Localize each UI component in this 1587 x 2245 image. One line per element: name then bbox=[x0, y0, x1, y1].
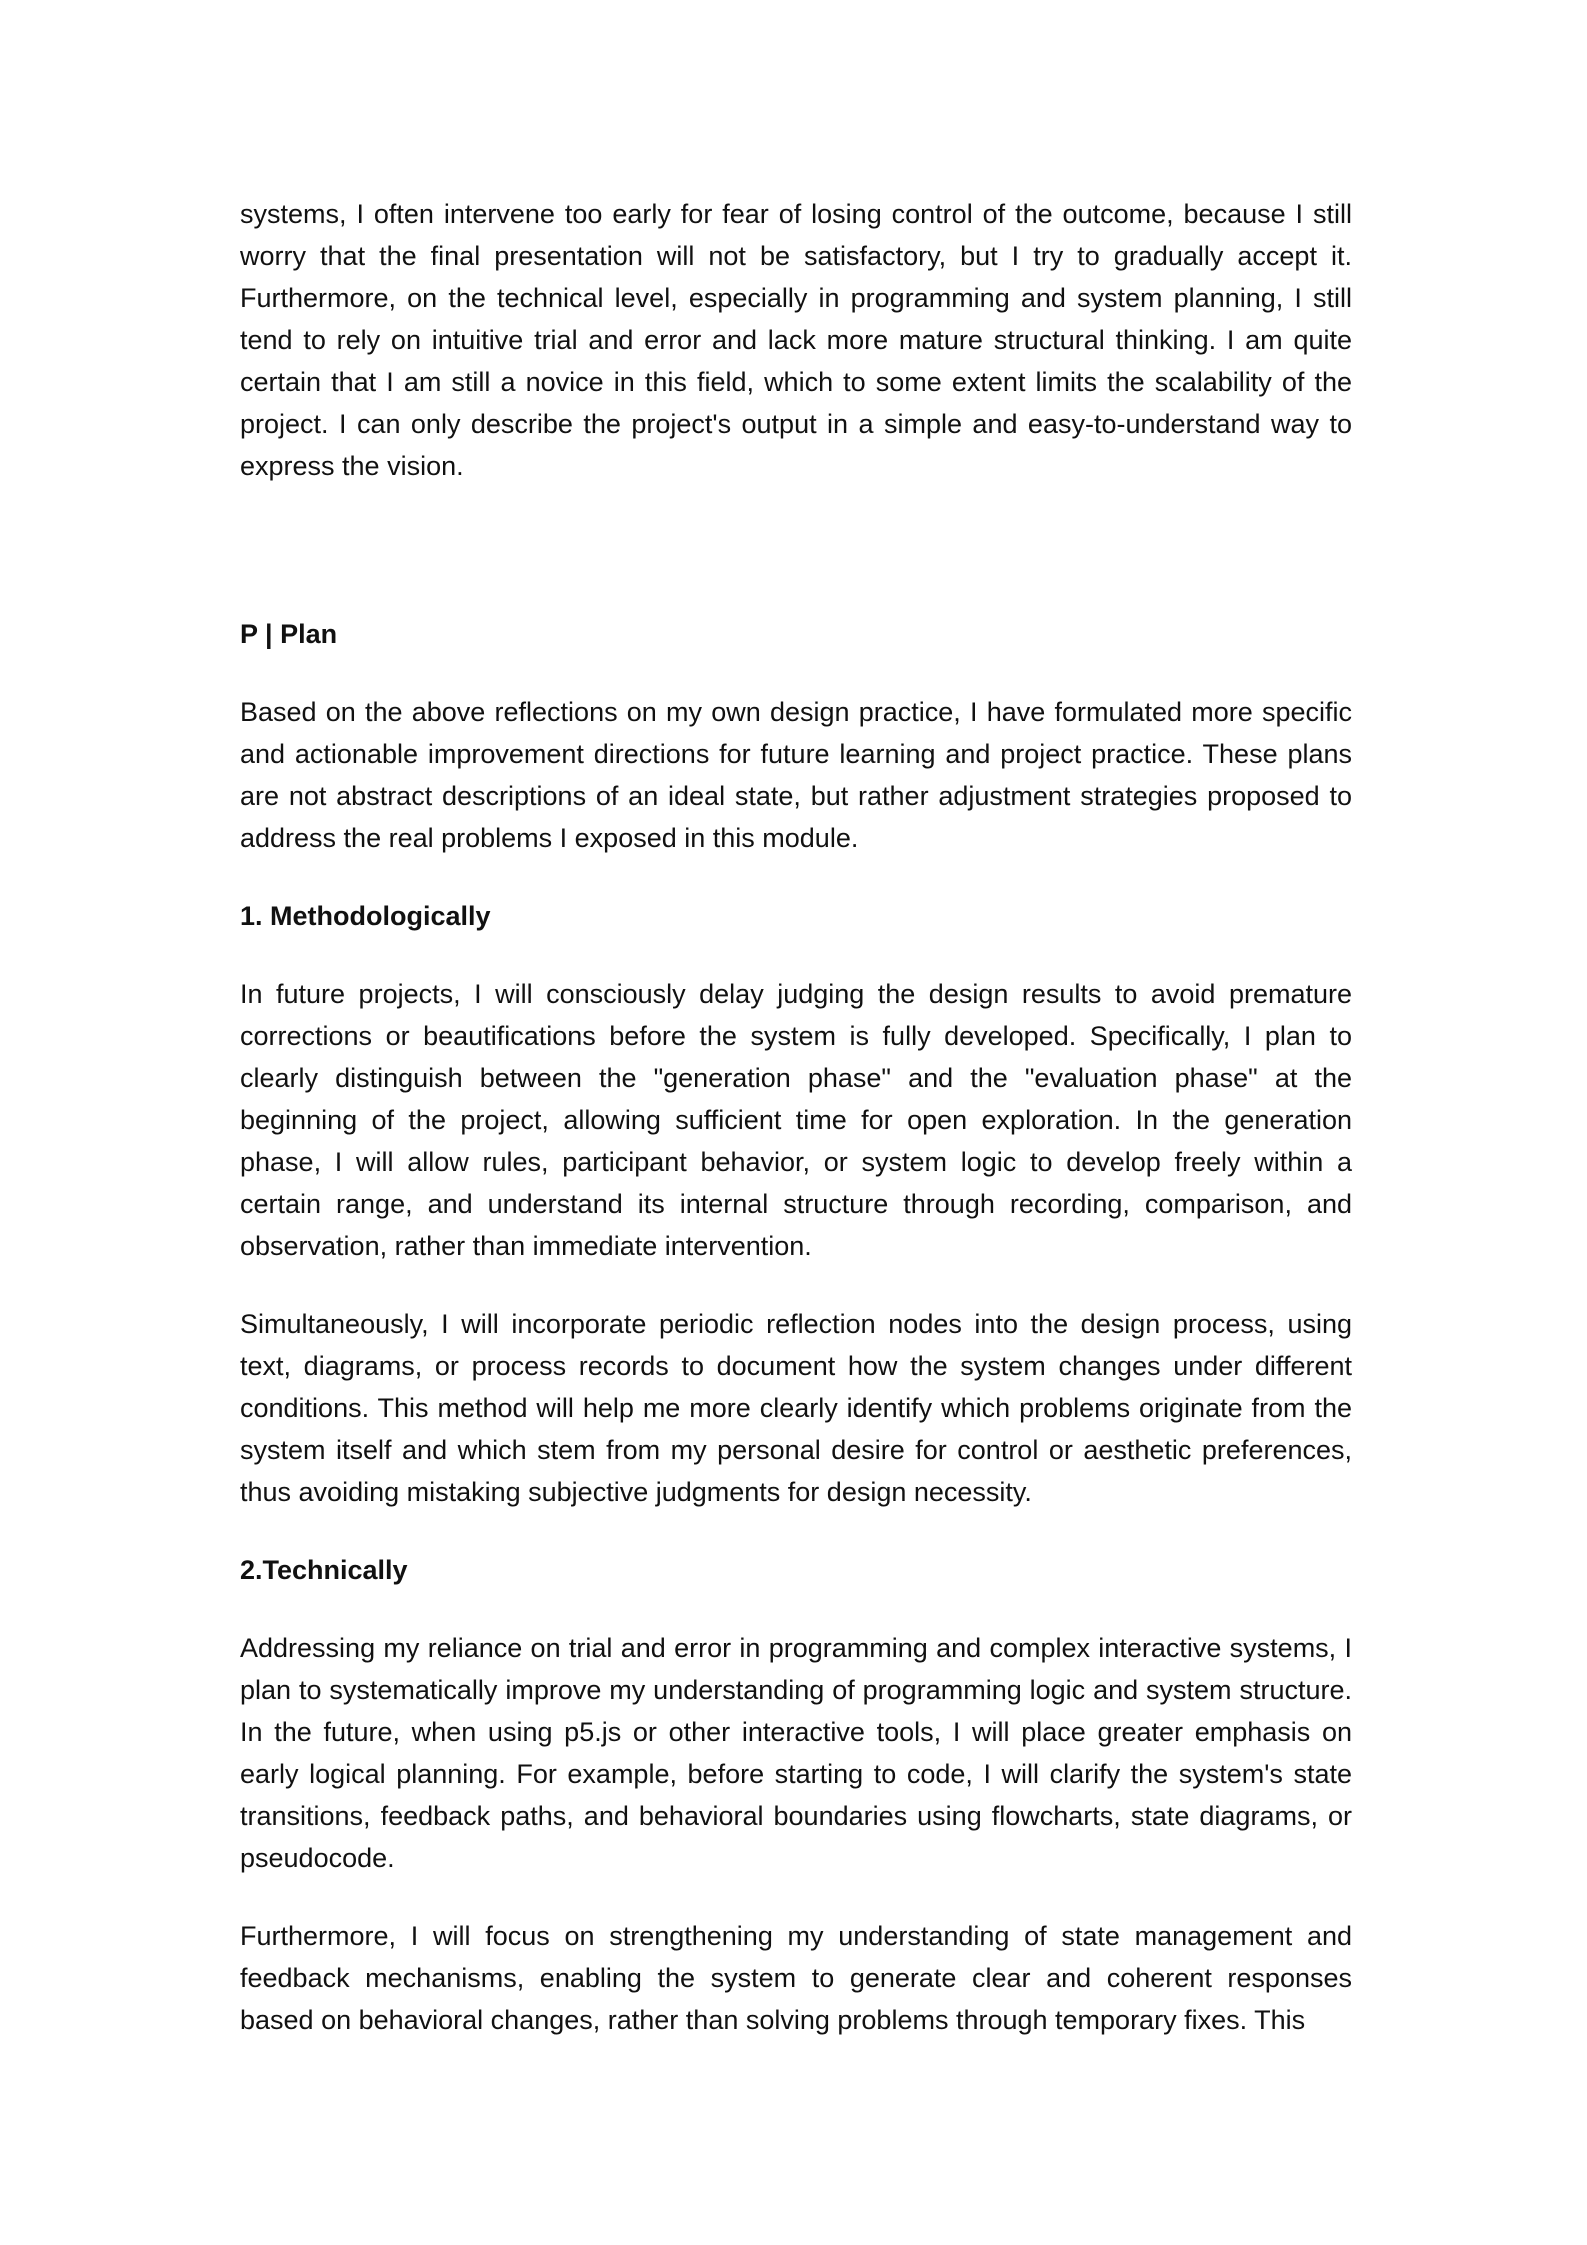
methodologically-paragraph-2: Simultaneously, I will incorporate periodic reflection nodes into the design process, using text, diagrams, or process records to document how the system changes under different conditions. This method will help me more clearly identify which problems originate from the system itself and which stem from my personal desire for control or aesthetic preferences, thus avoiding mistaking subjective judgments for design necessity. bbox=[240, 1309, 1352, 1507]
methodologically-paragraph-1: In future projects, I will consciously delay judging the design results to avoid premature corrections or beautifications before the system is fully developed. Specifically, I plan to clearly distinguish between the "generation phase" and the "evaluation phase" at the beginning of the project, allowing sufficient time for open exploration. In the generation phase, I will allow rules, participant behavior, or system logic to develop freely within a certain range, and understand its internal structure through recording, comparison, and observation, rather than immediate intervention. bbox=[240, 979, 1352, 1261]
technically-heading: 2.Technically bbox=[240, 1555, 408, 1585]
plan-heading: P | Plan bbox=[240, 619, 338, 649]
document-page bbox=[240, 193, 1352, 2041]
technically-paragraph-1: Addressing my reliance on trial and error in programming and complex interactive systems, I plan to systematically improve my understanding of programming logic and system structure. In the future, when using p5.js or other interactive tools, I will place greater emphasis on early logical planning. For example, before starting to code, I will clarify the system's state transitions, feedback paths, and behavioral boundaries using flowcharts, state diagrams, or pseudocode. bbox=[240, 1633, 1352, 1873]
technically-paragraph-2: Furthermore, I will focus on strengthening my understanding of state management and feedback mechanisms, enabling the system to generate clear and coherent responses based on behavioral changes, rather than solving problems through temporary fixes. This bbox=[240, 1921, 1352, 2035]
methodologically-heading: 1. Methodologically bbox=[240, 901, 491, 931]
plan-intro-paragraph: Based on the above reflections on my own design practice, I have formulated more specific and actionable improvement directions for future learning and project practice. These plans are not abstract descriptions of an ideal state, but rather adjustment strategies proposed to address the real problems I exposed in this module. bbox=[240, 697, 1352, 853]
intro-paragraph: systems, I often intervene too early for fear of losing control of the outcome, because I still worry that the final presentation will not be satisfactory, but I try to gradually accept it. Furthermore, on the technical level, especially in programming and system planning, I still tend to rely on intuitive trial and error and lack more mature structural thinking. I am quite certain that I am still a novice in this field, which to some extent limits the scalability of the project. I can only describe the project's output in a simple and easy-to-understand way to express the vision. bbox=[240, 199, 1352, 481]
